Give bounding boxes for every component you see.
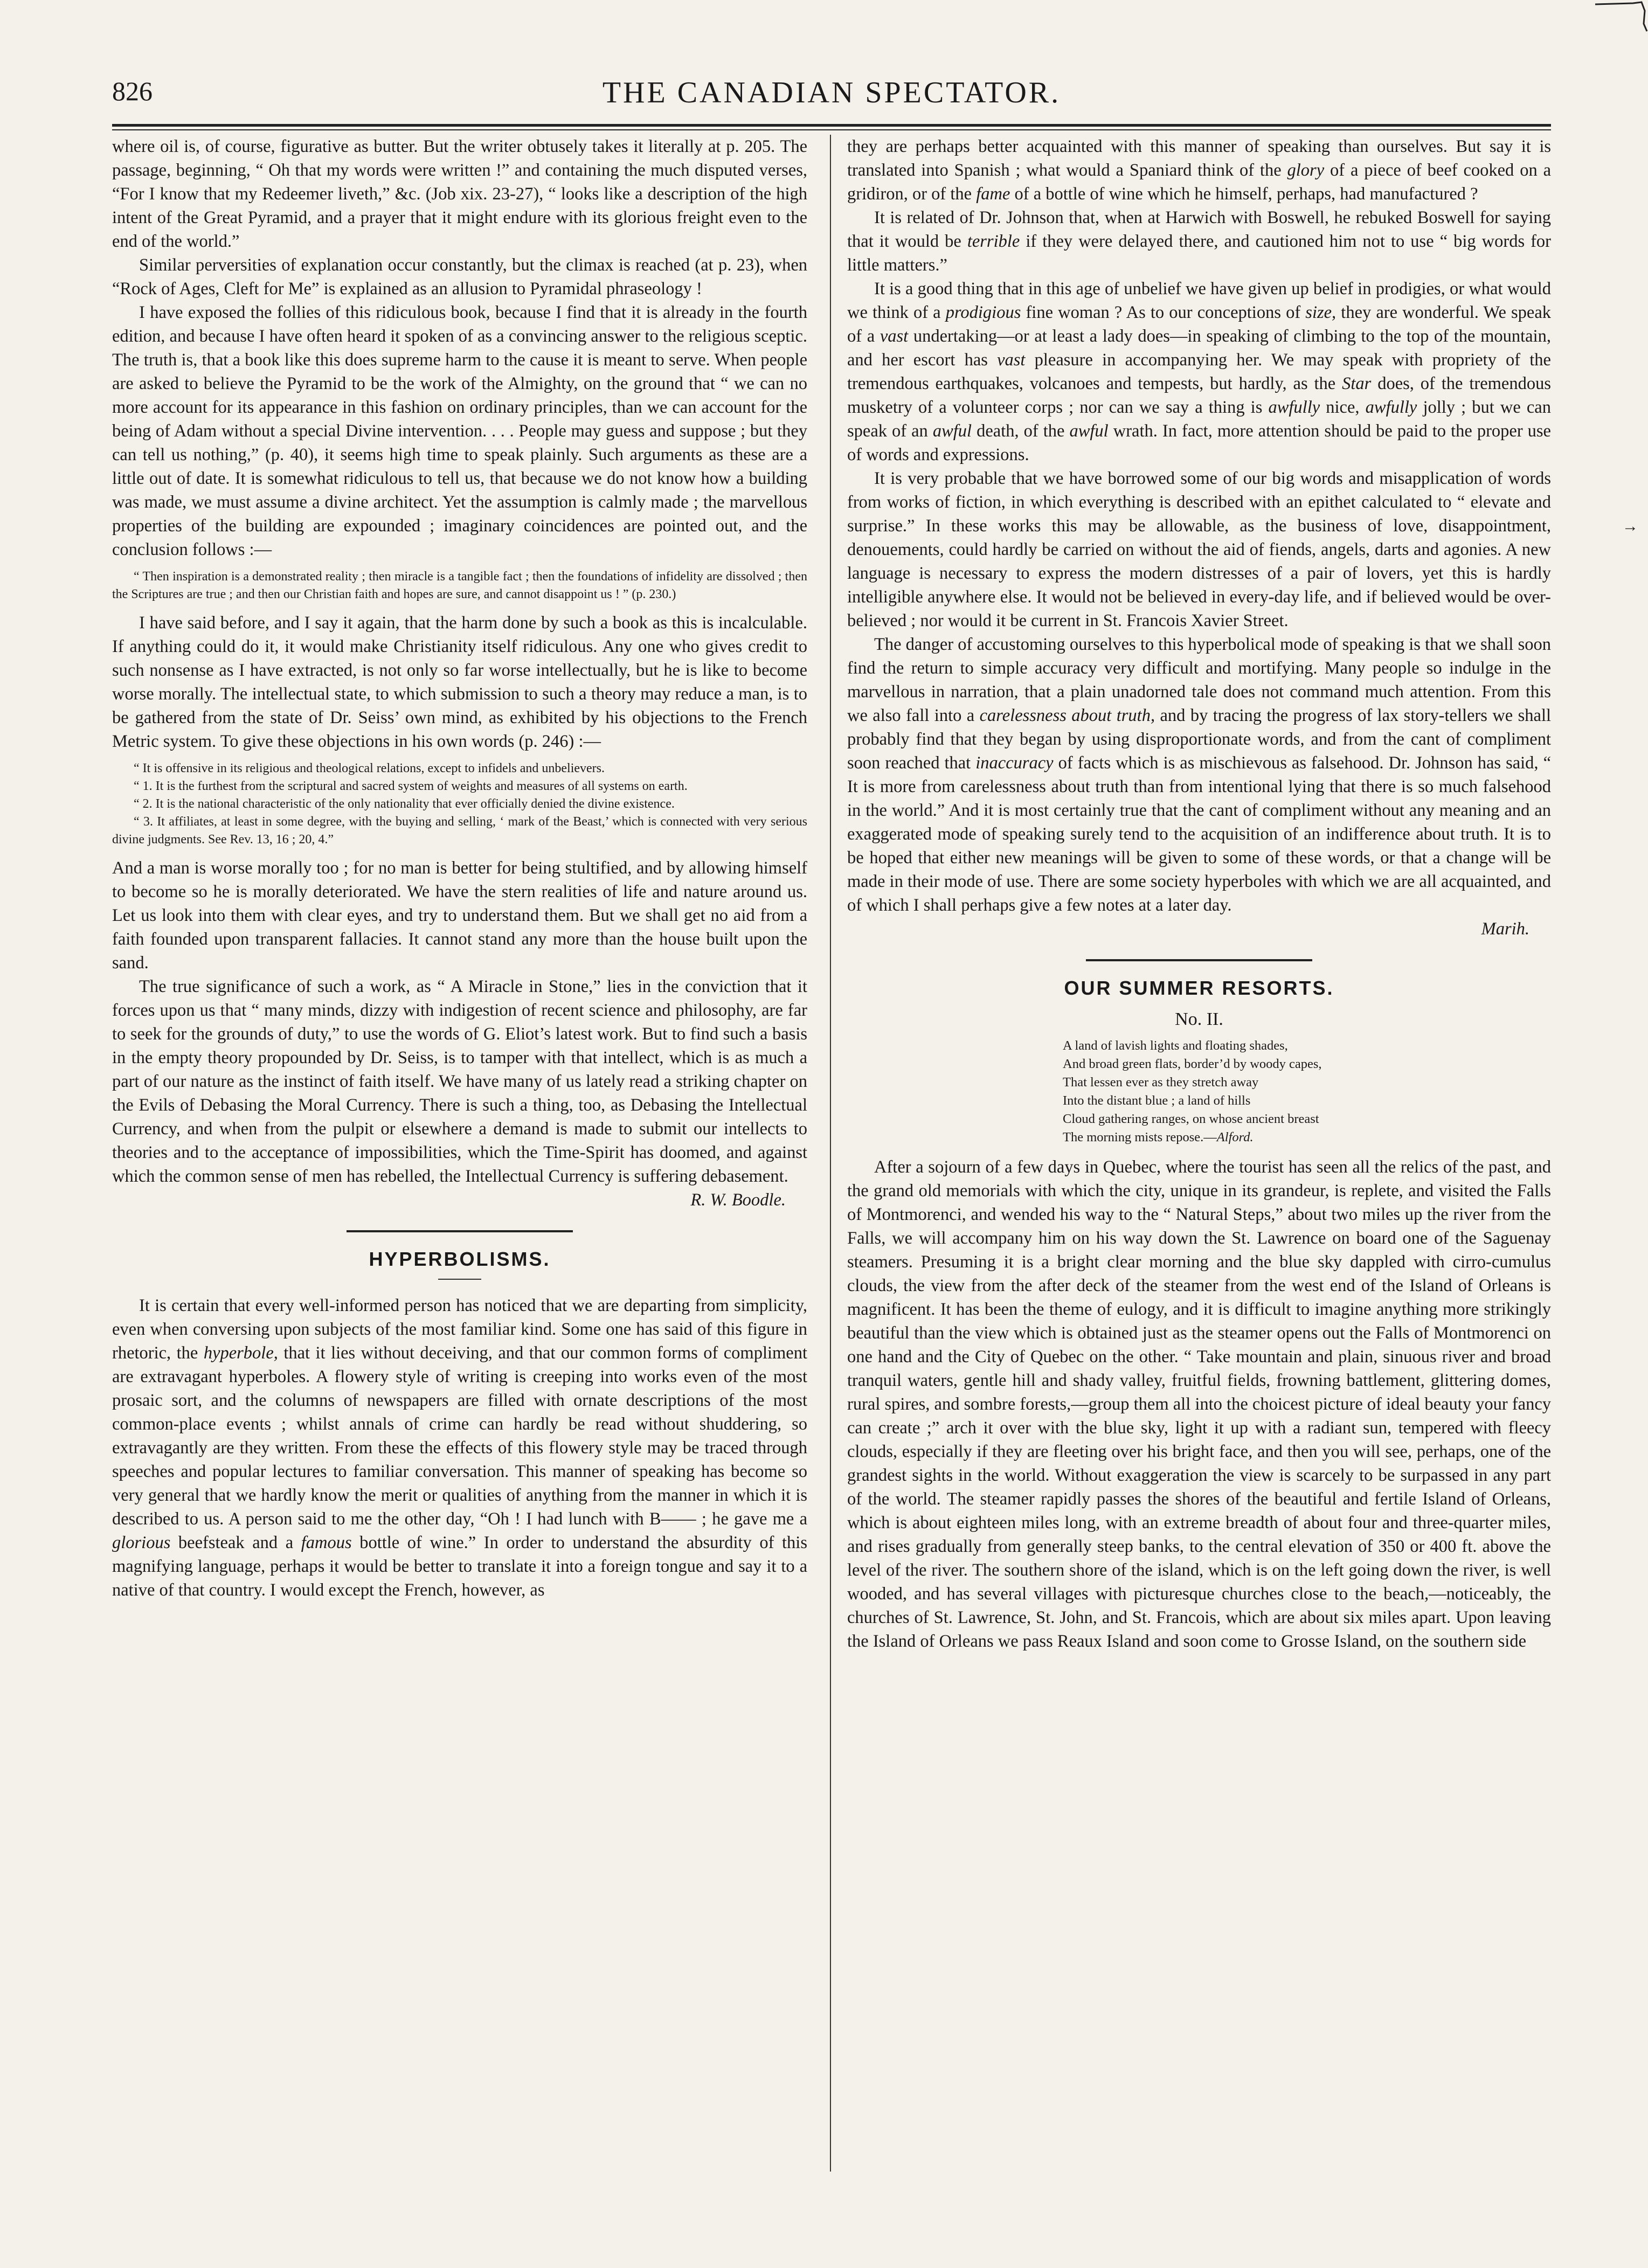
poem-line: A land of lavish lights and floating shades,: [1063, 1038, 1288, 1053]
poem-line: The morning mists repose.—Alford.: [1063, 1130, 1254, 1145]
author-signature: Marih.: [1481, 919, 1529, 939]
paragraph: I have said before, and I say it again, that the harm done by such a book as this is incalculable. If anything could do it, it would make Christianity itself ridiculous. Any one who gives credit to such nonsense as I have extracted, is not only so far worse intellectually, but he is like to become worse morally. The intellectual state, to which submission to such a theory may reduce a man, is to be gathered from the state of Dr. Seiss’ own mind, as exhibited by his objections to the French Metric system. To give these objections in his own words (p. 246) :—: [112, 613, 807, 751]
right-column: [847, 135, 1551, 1653]
short-rule: [438, 1279, 481, 1280]
header-rule: [112, 124, 1551, 127]
quote-text: “ Then inspiration is a demonstrated reality ; then miracle is a tangible fact ; then the foundations of infidelity are dissolved ; then the Scriptures are true ; and then our Christian faith and hopes are sure, and cannot disappoint us ! ”: [112, 570, 807, 601]
paragraph: It is very probable that we have borrowed some of our big words and misapplication of words from works of fiction, in which everything is described with an epithet calculated to “ elevate and surprise.” In these works this may be allowable, as the business of love, disappointment, denouements, could hardly be carried on without the aid of fiends, angels, darts and agonies. A new language is necessary to express the modern distresses of a pair of lovers, yet this is hardly intelligible anywhere else. It would not be believed in every-day life, and if believed would be over-believed ; nor would it be current in St. Francois Xavier Street.: [847, 469, 1551, 630]
list-item: “ 2. It is the national characteristic of the only nationality that ever officially denied the divine existence.: [134, 797, 675, 811]
section-rule: [347, 1230, 573, 1232]
paragraph: After a sojourn of a few days in Quebec, where the tourist has seen all the relics of the past, and the grand old memorials with which the city, unique in its grandeur, is replete, and visited the Falls of Montmorenci, and wended his way to the “ Natural Steps,” about two miles up the river from the Falls, we will accompany him on his way down the St. Lawrence on board one of the Saguenay steamers. Presuming it is a bright clear morning and the blue sky dappled with cirro-cumulus clouds, the view from the after deck of the steamer from the west end of the Island of Orleans is magnificent. It has been the theme of eulogy, and it is difficult to imagine anything more strikingly beautiful than the view which is obtained just as the steamer opens out the Falls of Montmorenci on one hand and the City of Quebec on the other. “ Take mountain and plain, sinuous river and broad tranquil waters, gentle hill and shady valley, fruitful fields, frowning battlement, glittering domes, rural spires, and sombre forests,—group them all into the choicest picture of ideal beauty your fancy can create ;” arch it over with the blue sky, light it up with a radiant sun, tempered with fleecy clouds, especially if they are fleeting over his bright face, and then you will see, perhaps, one of the grandest sights in the world. Without exaggeration the view is scarcely to be surpassed in any part of the world. The steamer rapidly passes the shores of the beautiful and fertile Island of Orleans, which is about eighteen miles long, with an extreme breadth of about four and three-quarter miles, and rises gradually from generally steep banks, to the central elevation of 350 or 400 ft. above the level of the river. The southern shore of the island, which is on the left going down the river, is well wooded, and has several villages with picturesque churches close to the beach,—noticeably, the churches of St. Lawrence, St. John, and St. Francois, which are about six miles apart. Upon leaving the Island of Orleans we pass Reaux Island and soon come to Grosse Island, on the southern side: [847, 1157, 1551, 1651]
poem-line: And broad green flats, border’d by woody capes,: [1063, 1057, 1322, 1071]
column-divider: [830, 135, 831, 2172]
poem-line: Cloud gathering ranges, on whose ancient breast: [1063, 1112, 1319, 1126]
section-rule: [1086, 959, 1312, 961]
paragraph: I have exposed the follies of this ridiculous book, because I find that it is already in the fourth edition, and because I have often heard it spoken of as a convincing answer to the religious sceptic. The truth is, that a book like this does supreme harm to the cause it is meant to serve. When people are asked to believe the Pyramid to be the work of the Almighty, on the ground that “ we can no more account for its appearance in this fashion on ordinary principles, than we can account for the being of Adam without a special Divine intervention. . . . People may guess and suppose ; but they can tell us nothing,” (p. 40), it seems high time to speak plainly. Such arguments as these are a little out of date. It is somewhat ridiculous to tell us, that because we do not know how a building was made, we must assume a divine architect. Yet the assumption is calmly made ; the marvellous properties of the building are expounded ; imaginary coincidences are pointed out, and the conclusion follows :—: [112, 303, 807, 559]
paragraph: It is a good thing that in this age of unbelief we have given up belief in prodigies, or what would we think of a prodigious fine woman ? As to our conceptions of size, they are wonderful. We speak of a vast undertaking—or at least a lady does—in speaking of climbing to the top of the mountain, and her escort has vast pleasure in accompanying her. We may speak with propriety of the tremendous earthquakes, volcanoes and tempests, but hardly, as the Star does, of the tremendous musketry of a volunteer corps ; nor can we say a thing is awfully nice, awfully jolly ; but we can speak of an awful death, of the awful wrath. In fact, more attention should be paid to the proper use of words and expressions.: [847, 279, 1552, 464]
quote-citation: (p. 230.): [632, 587, 676, 601]
paragraph: It is certain that every well-informed person has noticed that we are departing from simplicity, even when conversing upon subjects of the most familiar kind. Some one has said of this figure in rhetoric, the hyperbole, that it lies without deceiving, and that our common forms of compliment are extravagant hyperboles. A flowery style of writing is creeping into works even of the most prosaic sort, and the columns of newspapers are filled with ornate descriptions of the most common-place events ; whilst annals of crime can hardly be read without shuddering, so extravagantly are they written. From these the effects of this flowery style may be traced through speeches and popular lectures to familiar conversation. This manner of speaking has become so very general that we hardly know the merit or qualities of anything from the manner in which it is described to us. A person said to me the other day, “Oh ! I had lunch with B—— ; he gave me a glorious beefsteak and a famous bottle of wine.” In order to understand the absurdity of this magnifying language, perhaps it would be better to translate it into a foreign tongue and say it to a native of that country. I would except the French, however, as: [112, 1296, 807, 1600]
poem-author: Alford.: [1216, 1130, 1254, 1145]
paragraph: where oil is, of course, figurative as butter. But the writer obtusely takes it literally at p. 205. The passage, beginning, “ Oh that my words were written !” and containing the much disputed verses, “For I know that my Redeemer liveth,” &c. (Job xix. 23-27), “ looks like a description of the high intent of the Great Pyramid, and a prayer that it might endure with its glorious freight even to the end of the world.”: [112, 137, 807, 251]
list-item: “ 1. It is the furthest from the scriptural and sacred system of weights and measures of all systems on earth.: [134, 779, 688, 793]
paragraph: It is related of Dr. Johnson that, when at Harwich with Boswell, he rebuked Boswell for saying that it would be terrible if they were delayed there, and cautioned him not to use “ big words for little matters.”: [847, 208, 1552, 275]
section-title: HYPERBOLISMS.: [369, 1248, 551, 1270]
paragraph: And a man is worse morally too ; for no man is better for being stultified, and by allowing himself to become so he is morally deteriorated. We have the stern realities of life and nature around us. Let us look into them with clear eyes, and try to understand them. But we shall get no aid from a faith founded upon transparent fallacies. It cannot stand any more than the house built upon the sand.: [112, 858, 807, 973]
list-item: “ 3. It affiliates, at least in some degree, with the buying and selling, ‘ mark of the Beast,’ which is connected with very serious divine judgments. See Rev. 13, 16 ; 20, 4.”: [112, 815, 807, 847]
left-column: [112, 135, 807, 1602]
list-item: “ It is offensive in its religious and theological relations, except to infidels and unbelievers.: [134, 761, 605, 775]
section-title: OUR SUMMER RESORTS.: [1064, 977, 1334, 999]
header-rule-thin: [112, 129, 1551, 130]
page-header: [112, 75, 1551, 119]
paragraph: The true significance of such a work, as “ A Miracle in Stone,” lies in the conviction that it forces upon us that “ many minds, dizzy with indigestion of recent science and philosophy, are far to seek for the grounds of duty,” to use the words of G. Eliot’s latest work. But to find such a basis in the empty theory propounded by Dr. Seiss, is to tamper with that intellect, which is as much a part of our nature as the instinct of faith itself. We have many of us lately read a striking chapter on the Evils of Debasing the Moral Currency. There is such a thing, too, as Debasing the Intellectual Currency, and when from the pulpit or elsewhere a demand is made to submit our intellects to theories and to the acceptance of impossibilities, which the Time-Spirit has doomed, and against which the common sense of men has rebelled, the Intellectual Currency is suffering debasement.: [112, 977, 807, 1186]
page-number: 826: [112, 76, 153, 106]
paragraph: The danger of accustoming ourselves to this hyperbolical mode of speaking is that we shall soon find the return to simple accuracy very difficult and mortifying. Many people so indulge in the marvellous in narration, that a plain unadorned tale does not command much attention. From this we also fall into a carelessness about truth, and by tracing the progress of lax story-tellers we shall probably find that they began by using disproportionate words, and from the cant of compliment soon reached that inaccuracy of facts which is as mischievous as falsehood. Dr. Johnson has said, “ It is more from carelessness about truth than from intentional lying that there is so much falsehood in the world.” And it is most certainly true that the cant of compliment without any meaning and an exaggerated mode of speaking surely tend to the acquisition of an indifference about truth. It is to be hoped that either new meanings will be given to some of these words, or that a change will be made in their mode of use. There are some society hyperboles with which we are all acquainted, and of which I shall perhaps give a few notes at a later day.: [847, 635, 1552, 915]
author-signature: R. W. Boodle.: [690, 1190, 786, 1210]
poem-line: Into the distant blue ; a land of hills: [1063, 1093, 1251, 1108]
section-number: No. II.: [1175, 1009, 1223, 1029]
margin-mark: →: [1622, 517, 1638, 535]
paragraph: they are perhaps better acquainted with this manner of speaking than ourselves. But say it is translated into Spanish ; what would a Spaniard think of the glory of a piece of beef cooked on a gridiron, or of the fame of a bottle of wine which he himself, perhaps, had manufactured ?: [847, 137, 1551, 204]
poem-line: That lessen ever as they stretch away: [1063, 1075, 1259, 1090]
paragraph: Similar perversities of explanation occur constantly, but the climax is reached (at p. 23), when “Rock of Ages, Cleft for Me” is explained as an allusion to Pyramidal phraseology !: [112, 255, 807, 299]
block-quote: [112, 568, 807, 604]
page-edge-mark: [1595, 0, 1648, 32]
epigraph-poem: [1063, 1037, 1551, 1147]
journal-title: THE CANADIAN SPECTATOR.: [602, 76, 1061, 109]
objections-list: [112, 760, 807, 849]
